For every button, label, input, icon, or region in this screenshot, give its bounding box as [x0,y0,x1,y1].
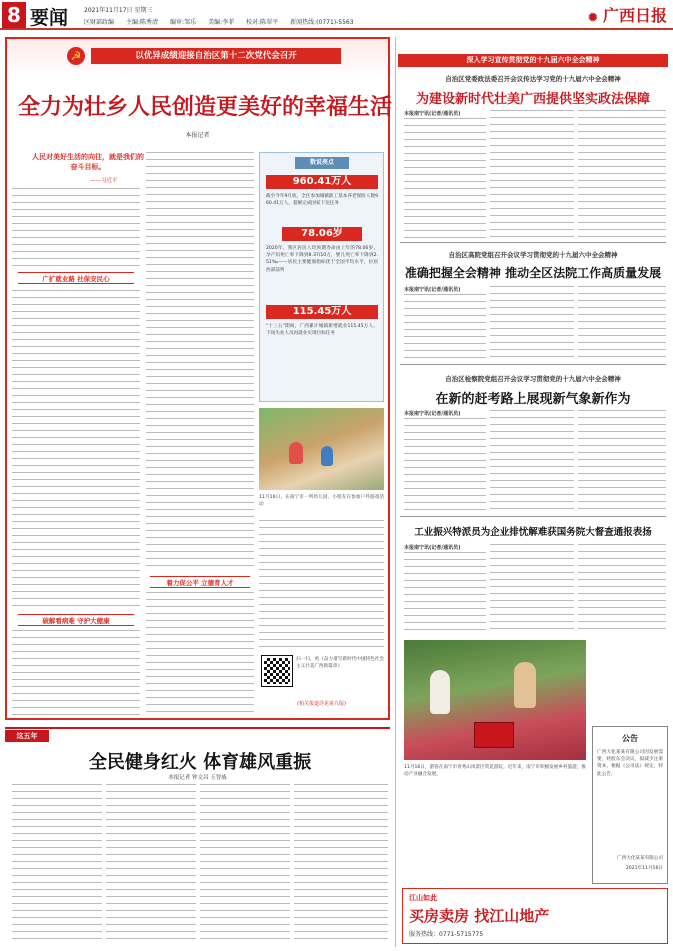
ad-slogan: 买房卖房 找江山地产 [409,907,550,925]
leader-quote: 人民对美好生活的向往，就是我们的奋斗目标。 [32,153,144,171]
notice-title: 公告 [622,734,638,743]
section-title: 要闻 [30,7,69,29]
ad-phone: 服务热线：0771-5715775 [409,931,484,938]
bottom-byline: 本报记者 钟文昌 玉智威 [168,775,227,781]
feature-photo-caption: 11月16日，游客在南宁市青秀山风景区赏花游玩。近年来，南宁市积极发展乡村旅游，推动产业融合发展。 [404,765,586,778]
divider [400,516,666,517]
story-body [490,544,574,632]
lead-banner: 以优异成绩迎接自治区第十二次党代会召开 [91,48,341,64]
divider [400,242,666,243]
divider [400,364,666,365]
edition-date: 2021年11月17日 星期三 [84,7,153,14]
lead-body-col1a [12,188,140,268]
stat-value-employment: 115.45万人 [266,305,378,319]
bottom-body [12,784,102,944]
qr-code-icon[interactable] [262,656,292,686]
bottom-headline: 全民健身红火 体育雄风重振 [88,752,312,773]
story-body [490,286,574,360]
child-figure [321,446,333,466]
story-body [404,418,486,510]
story-byline: 本报南宁讯(记者/通讯员) [404,545,461,551]
story-byline: 本报南宁讯(记者/通讯员) [404,111,461,117]
lead-photo [259,408,384,490]
story-body [490,410,574,510]
newspaper-logo: ✺ 广西日报 [588,6,667,25]
notice-box [592,726,668,884]
story-headline: 在新的赶考路上展现新气象新作为 [435,392,631,407]
story-headline: 为建设新时代壮美广西提供坚实政法保障 [415,92,650,107]
lead-photo-caption: 11月16日，在南宁市一所幼儿园，小朋友在参加户外游戏活动 [259,495,384,508]
real-estate-ad[interactable] [402,888,668,944]
story-kicker: 自治区高院党组召开会议学习贯彻党的十九届六中全会精神 [448,251,618,259]
notice-signature: 广西大化某某有限公司 [617,856,663,861]
notice-date: 2021年11月16日 [625,866,663,871]
subhead-2: 破解看病难 守护大健康 [18,614,134,626]
bottom-body [294,784,388,944]
editor-credits: 区财部政编 主编:陈秀清 编审:邹乐 美编:李菲 校对:陈翠平 新闻热线:(0771)-5563 [84,19,354,26]
story-kicker: 自治区党委政法委召开会议传达学习党的十九届六中全会精神 [445,75,621,83]
infobox-title: 数说亮点 [295,157,349,169]
story-body [578,410,666,510]
story-headline: 准确把握全会精神 推动全区法院工作高质量发展 [404,266,662,280]
stat-text-life-expectancy: 2020年，我区居民人均预期寿命由上年的78.06岁，孕产妇死亡率下降到8.37/10万，婴儿死亡率下降到2.51‰——居民主要健康指标优于全国平均水平，位居西部前列 [266,246,378,273]
lead-headline: 全力为壮乡人民创造更美好的幸福生活 [18,94,393,120]
bottom-body [200,784,290,944]
story-body [578,286,666,360]
lead-byline: 本报记者 [185,132,210,139]
fruit-basket [474,722,514,748]
lead-body-col1c [12,630,140,716]
story-body [404,294,486,360]
stat-text-pension: 截至今年9月底，全区参加城镇职工基本养老保险人数960.41万人，超额完成国家下达任务 [266,194,378,207]
subhead-3: 着力促公平 立德育人才 [150,576,250,588]
lead-body-col3 [259,520,384,650]
column-divider [395,37,396,947]
banner-strip [7,39,388,77]
ad-brand: 江山如此 [409,893,437,902]
bottom-rule [5,727,390,729]
story-kicker: 自治区检察院党组召开会议学习贯彻党的十九届六中全会精神 [445,375,621,383]
person-figure [430,670,450,714]
lead-body-col1b [12,290,140,610]
lead-body-col2a [146,152,254,572]
masthead [0,0,673,30]
stat-text-employment: "十三五"期间，广西累计城镇新增就业115.45万人，下岗失业人员再就业实现目标任务 [266,324,378,337]
column-banner: 深入学习宣传贯彻党的十九届六中全会精神 [398,54,668,67]
notice-text: 广西大化某某有限公司因发展需要，经股东会决议，拟减少注册资本，根据《公司法》规定，特此公告。 [597,750,663,777]
lead-body-col2b [146,592,254,716]
feature-photo [404,640,586,760]
subhead-1: 广扩就业路 社保安民心 [18,272,134,284]
story-byline: 本报南宁讯(记者/通讯员) [404,411,461,417]
story-body [404,118,486,238]
child-figure [289,442,303,464]
story-body [490,110,574,238]
bottom-body [106,784,196,944]
story-body [578,110,666,238]
stat-value-pension: 960.41万人 [266,175,378,189]
quote-author: ——习近平 [90,178,118,184]
story-byline: 本报南宁讯(记者/通讯员) [404,287,461,293]
story-body [404,552,486,632]
page-number: 8 [2,2,26,28]
party-emblem-icon: ☭ [67,47,85,65]
bottom-tag: 这五年 [5,730,49,742]
stats-infobox [259,152,384,402]
story-body [578,544,666,632]
qr-caption: 扫一扫，看《奋力谱写新时代中国特色社会主义壮美广西新篇章》 [296,657,384,670]
continued-note: (相关报道详见第九版) [297,701,346,707]
stat-value-life-expectancy: 78.06岁 [282,227,362,241]
person-figure [514,662,536,708]
story-headline: 工业振兴特派员为企业排忧解难获国务院大督查通报表扬 [414,527,652,538]
